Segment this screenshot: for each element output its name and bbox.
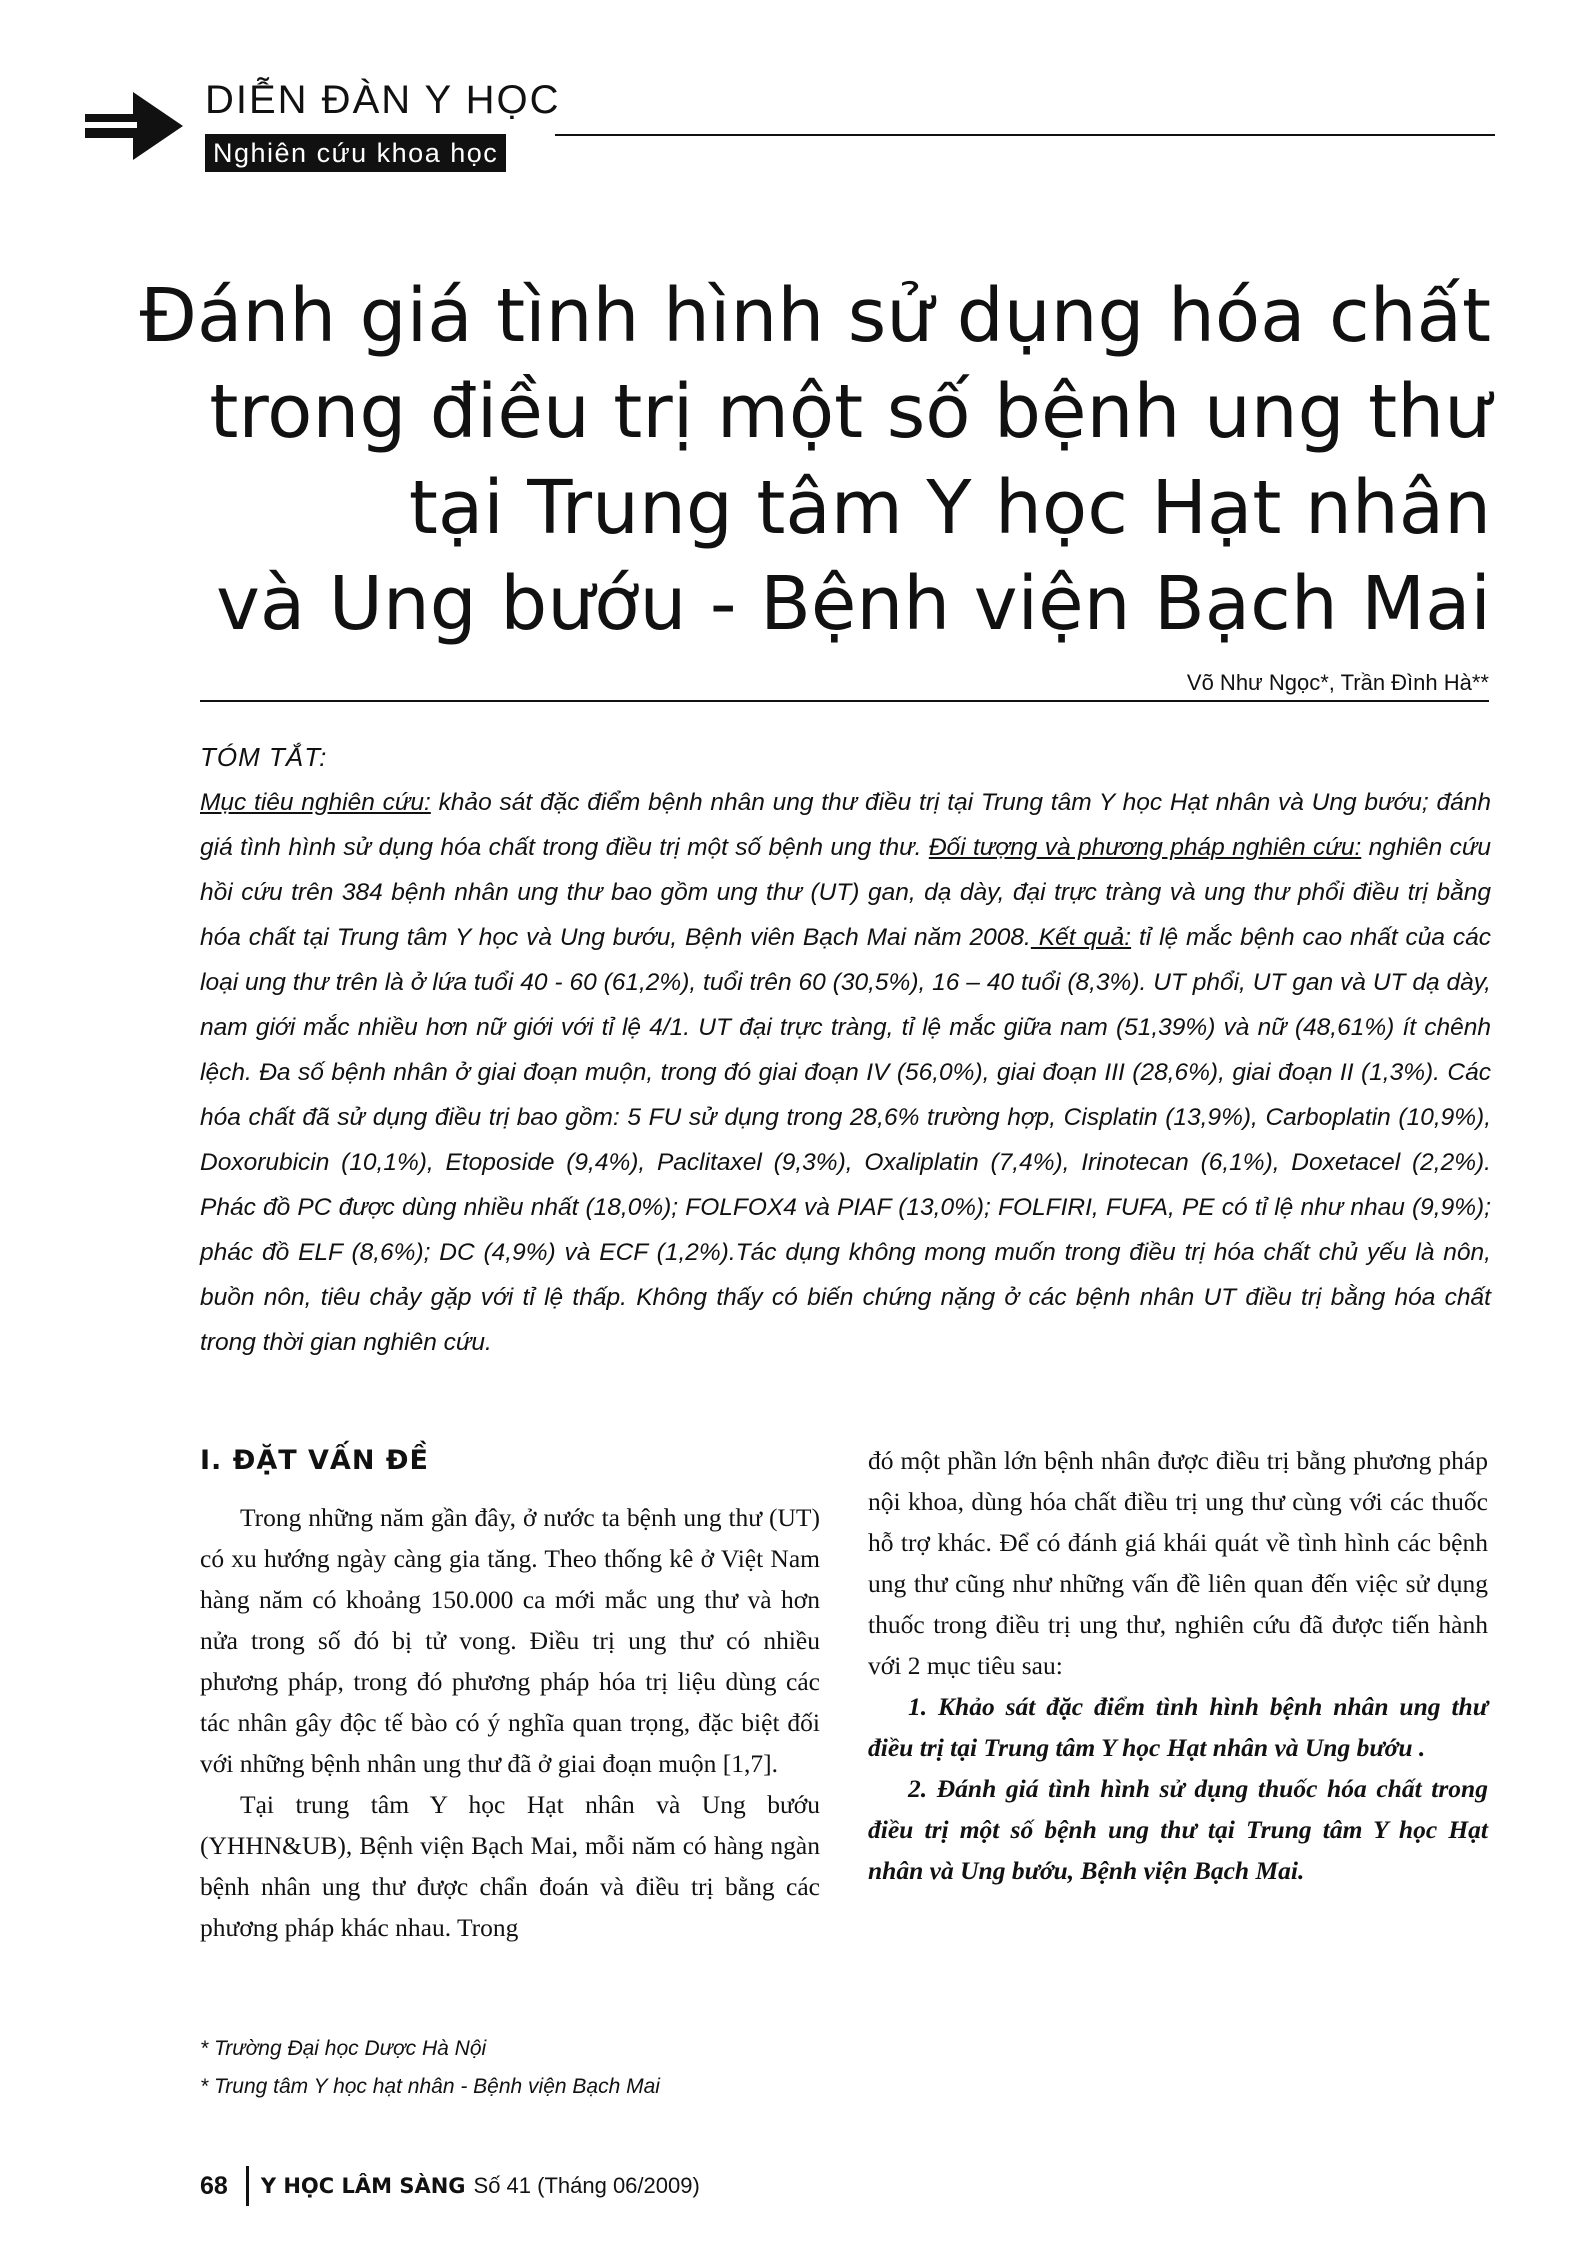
section-subtitle-badge: Nghiên cứu khoa học <box>205 134 506 172</box>
footnotes <box>200 2030 660 2106</box>
results-text: tỉ lệ mắc bệnh cao nhất của các loại ung thư trên là ở lứa tuổi 40 - 60 (61,2%), tuổi trên 60 (30,5%), 16 – 40 tuổi (8,3%). UT phổi, UT gan và UT dạ dày, nam giới mắc nhiều hơn nữ giới với tỉ lệ 4/1. UT đại trực tràng, tỉ lệ mắc giữa nam (51,39%) và nữ (48,61%) ít chênh lệch. Đa số bệnh nhân ở giai đoạn muộn, trong đó giai đoạn IV (56,0%), giai đoạn III (28,6%), giai đoạn II (1,3%). Các hóa chất đã sử dụng điều trị bao gồm: 5 FU sử dụng trong 28,6% trường hợp, Cisplatin (13,9%), Carboplatin (10,9%), Doxorubicin (10,1%), Etoposide (9,4%), Paclitaxel (9,3%), Oxaliplatin (7,4%), Irinotecan (6,1%), Doxetacel (2,2%). Phác đồ PC được dùng nhiều nhất (18,0%); FOLFOX4 và PIAF (13,0%); FOLFIRI, FUFA, PE có tỉ lệ như nhau (9,9%); phác đồ ELF (8,6%); DC (4,9%) và ECF (1,2%).Tác dụng không mong muốn trong điều trị hóa chất chủ yếu là nôn, buồn nôn, tiêu chảy gặp với tỉ lệ thấp. Không thấy có biến chứng nặng ở các bệnh nhân UT điều trị bằng hóa chất trong thời gian nghiên cứu. <box>200 924 1492 1356</box>
journal-name: Y HỌC LÂM SÀNG <box>260 2174 466 2198</box>
footnote: * Trường Đại học Dược Hà Nội <box>200 2037 487 2060</box>
authors: Võ Như Ngọc*, Trần Đình Hà** <box>1186 670 1489 695</box>
objective-text: khảo sát đặc điểm bệnh nhân ung thư điều trị tại Trung tâm Y học Hạt nhân và Ung bướu; đánh giá tình hình sử dụng hóa chất trong điều trị một số bệnh ung thư. <box>200 789 1491 861</box>
footer-divider <box>246 2166 249 2206</box>
right-column <box>868 1440 1488 1891</box>
abstract-heading: TÓM TẮT: <box>200 742 328 772</box>
section-heading: I. ĐẶT VẤN ĐỀ <box>200 1445 429 1476</box>
goal-item: 2. Đánh giá tình hình sử dụng thuốc hóa chất trong điều trị một số bệnh ung thư tại Trung tâm Y học Hạt nhân và Ung bướu, Bệnh viện Bạch Mai. <box>868 1774 1488 1885</box>
article-title <box>131 268 1491 652</box>
arrow-right-icon <box>85 86 185 166</box>
goal-item: 1. Khảo sát đặc điểm tình hình bệnh nhân ung thư điều trị tại Trung tâm Y học Hạt nhân và Ung bướu . <box>868 1692 1488 1762</box>
page-header <box>85 78 1495 178</box>
body-paragraph: Tại trung tâm Y học Hạt nhân và Ung bướu (YHHN&UB), Bệnh viện Bạch Mai, mỗi năm có hàng ngàn bệnh nhân ung thư được chẩn đoán và điều trị bằng các phương pháp khác nhau. Trong <box>200 1790 820 1942</box>
body-paragraph: đó một phần lớn bệnh nhân được điều trị bằng phương pháp nội khoa, dùng hóa chất điều trị ung thư cùng với các thuốc hỗ trợ khác. Để có đánh giá khái quát về tình hình các bệnh ung thư cũng như những vấn đề liên quan đến việc sử dụng thuốc trong điều trị ung thư, nghiên cứu đã được tiến hành với 2 mục tiêu sau: <box>868 1446 1488 1680</box>
methods-label: Đối tượng và phương pháp nghiên cứu: <box>928 834 1362 861</box>
left-column <box>200 1440 820 1948</box>
objective-label: Mục tiêu nghiên cứu: <box>200 789 431 816</box>
abstract-body <box>200 780 1491 1365</box>
title-line: trong điều trị một số bệnh ung thư <box>209 369 1491 455</box>
title-line: tại Trung tâm Y học Hạt nhân <box>408 465 1491 551</box>
section-name: DIỄN ĐÀN Y HỌC <box>205 78 561 122</box>
authors-divider <box>200 700 1489 702</box>
page-number: 68 <box>200 2171 228 2200</box>
footnote: * Trung tâm Y học hạt nhân - Bệnh viện Bạch Mai <box>200 2075 660 2098</box>
title-line: Đánh giá tình hình sử dụng hóa chất <box>139 273 1491 359</box>
methods-text: nghiên cứu hồi cứu trên 384 bệnh nhân ung thư bao gồm ung thư (UT) gan, dạ dày, đại trực tràng và ung thư phổi điều trị bằng hóa chất tại Trung tâm Y học và Ung bướu, Bệnh viên Bạch Mai năm 2008. <box>200 834 1491 951</box>
abstract <box>200 735 1491 1365</box>
header-divider <box>555 134 1495 136</box>
title-line: và Ung bướu - Bệnh viện Bạch Mai <box>216 561 1491 647</box>
results-label: Kết quả: <box>1030 924 1132 951</box>
issue-info: Số 41 (Tháng 06/2009) <box>473 2173 700 2198</box>
page-footer <box>200 2166 700 2206</box>
body-paragraph: Trong những năm gần đây, ở nước ta bệnh ung thư (UT) có xu hướng ngày càng gia tăng. Theo thống kê ở Việt Nam hàng năm có khoảng 150.000 ca mới mắc ung thư và hơn nửa trong số đó bị tử vong. Điều trị ung thư có nhiều phương pháp, trong đó phương pháp hóa trị liệu dùng các tác nhân gây độc tế bào có ý nghĩa quan trọng, đặc biệt đối với những bệnh nhân ung thư đã ở giai đoạn muộn [1,7]. <box>200 1503 820 1778</box>
